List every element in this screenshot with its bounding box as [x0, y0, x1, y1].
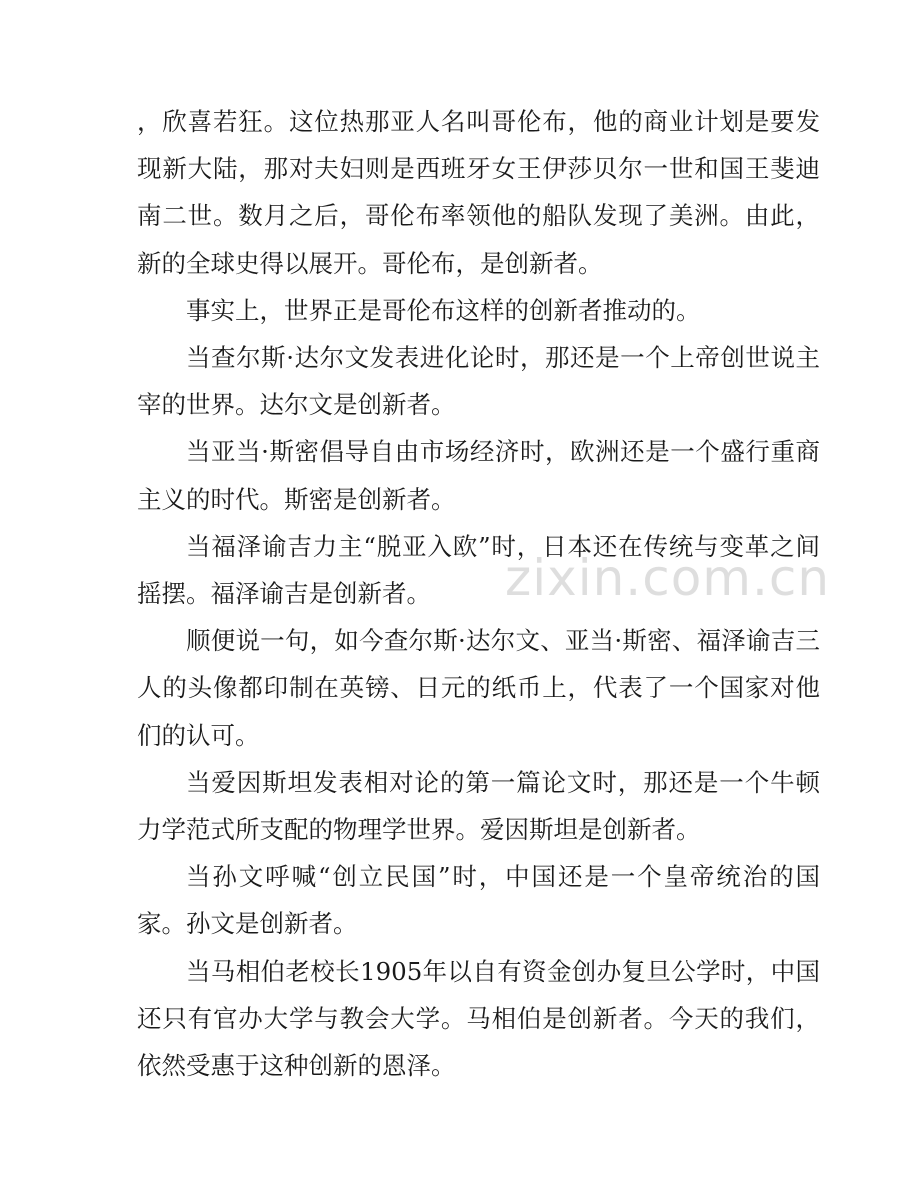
paragraph-6: 顺便说一句，如今查尔斯·达尔文、亚当·斯密、福泽谕吉三人的头像都印制在英镑、日元的纸币上，代表了一个国家对他们的认可。 [137, 626, 820, 750]
paragraph-4: 当亚当·斯密倡导自由市场经济时，欧洲还是一个盛行重商主义的时代。斯密是创新者。 [137, 437, 820, 514]
document-body [137, 98, 820, 1089]
paragraph-1: ，欣喜若狂。这位热那亚人名叫哥伦布，他的商业计划是要发现新大陆，那对夫妇则是西班牙女王伊莎贝尔一世和国王斐迪南二世。数月之后，哥伦布率领他的船队发现了美洲。由此，新的全球史得以展开。哥伦布，是创新者。 [137, 107, 820, 278]
paragraph-3: 当查尔斯·达尔文发表进化论时，那还是一个上帝创世说主宰的世界。达尔文是创新者。 [137, 343, 820, 420]
watermark: zixin.com.cn [505, 549, 831, 607]
paragraph-2: 事实上，世界正是哥伦布这样的创新者推动的。 [186, 295, 701, 325]
paragraph-7: 当爱因斯坦发表相对论的第一篇论文时，那还是一个牛顿力学范式所支配的物理学世界。爱因斯坦是创新者。 [137, 767, 820, 845]
paragraph-5: 当福泽谕吉力主“脱亚入欧”时，日本还在传统与变革之间摇摆。福泽谕吉是创新者。 [137, 531, 820, 609]
paragraph-9: 当马相伯老校长1905年以自有资金创办复旦公学时，中国还只有官办大学与教会大学。马相伯是创新者。今天的我们，依然受惠于这种创新的恩泽。 [137, 956, 820, 1081]
paragraph-8: 当孙文呼喊“创立民国”时，中国还是一个皇帝统治的国家。孙文是创新者。 [137, 862, 820, 939]
